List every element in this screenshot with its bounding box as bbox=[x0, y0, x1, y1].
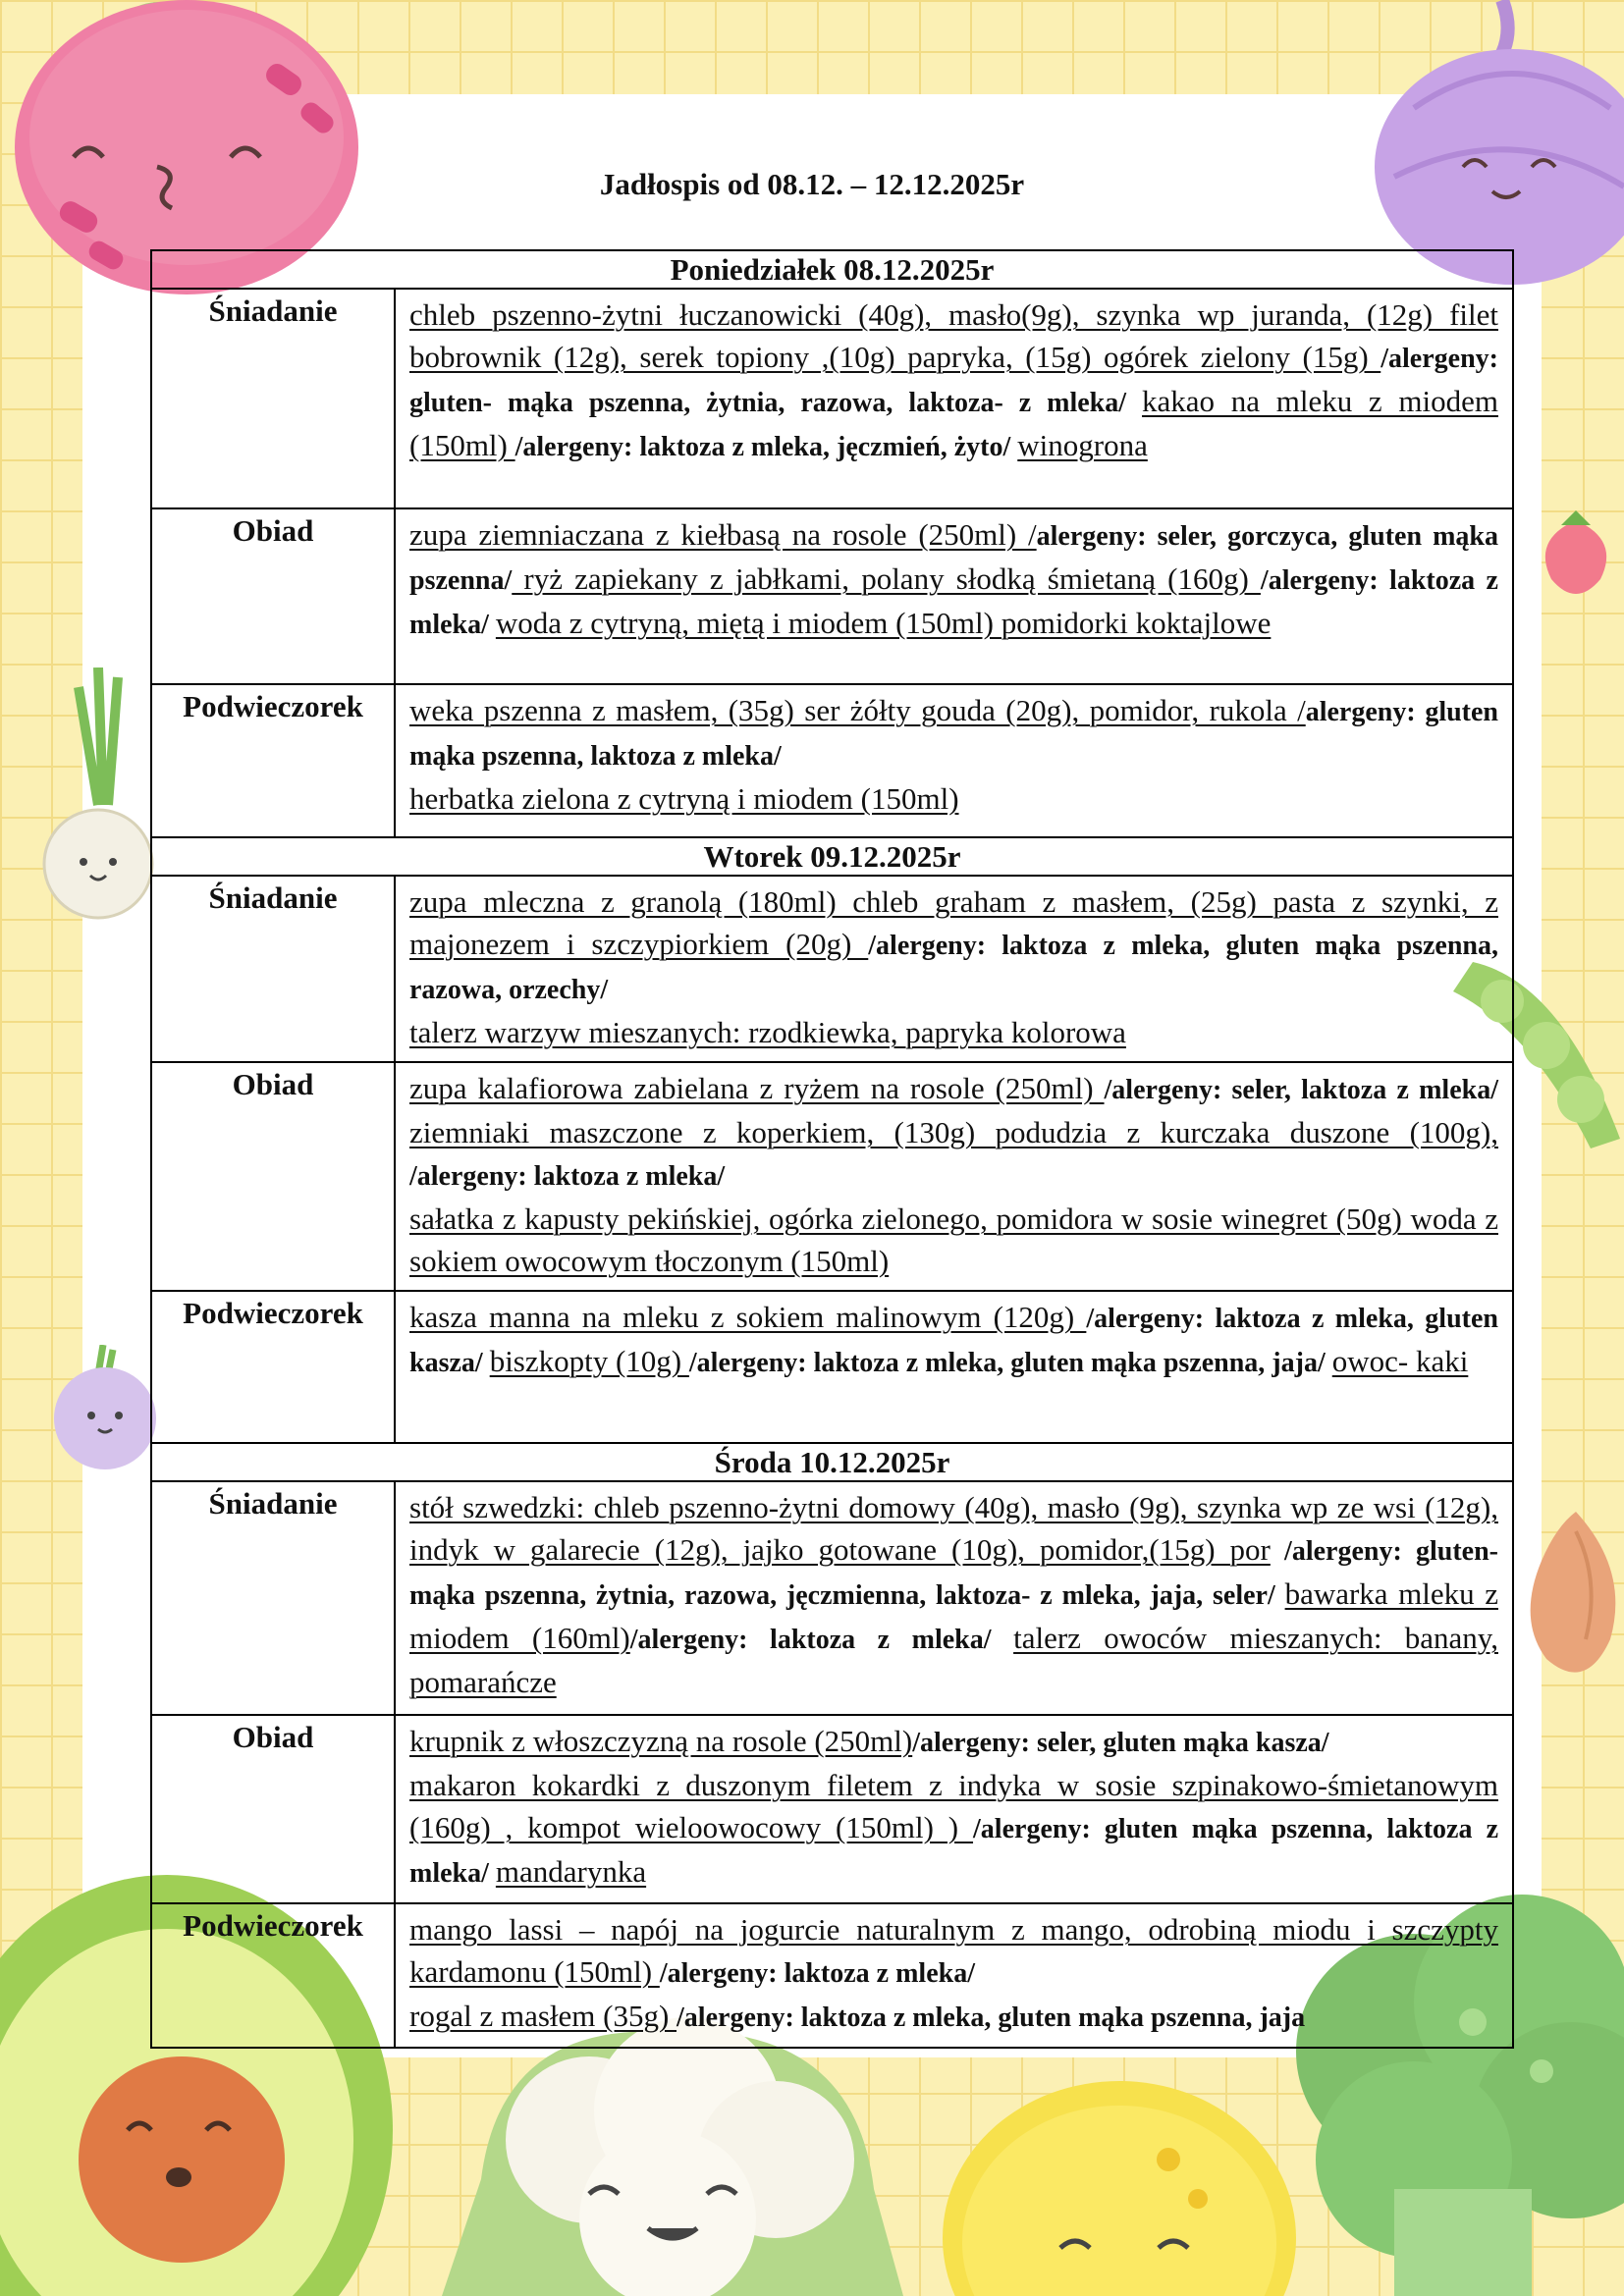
meal-name: Podwieczorek bbox=[151, 1903, 395, 2048]
page-title: Jadłospis od 08.12. – 12.12.2025r bbox=[599, 167, 1025, 201]
allergen-note: /alergeny: laktoza z mleka/ bbox=[629, 1625, 1014, 1655]
dish-text: bawarka mleku z miodem (160ml) bbox=[409, 1576, 1498, 1655]
dish-text: mandarynka bbox=[495, 1854, 647, 1889]
allergen-note: /alergeny: laktoza z mleka/ bbox=[409, 565, 1498, 640]
meal-name: Obiad bbox=[151, 1062, 395, 1291]
meal-row bbox=[151, 508, 1513, 684]
allergen-note: /alergeny: laktoza z mleka, gluten mąka pszenna, jaja/ bbox=[688, 1348, 1332, 1378]
day-header-row bbox=[151, 837, 1513, 876]
meal-content bbox=[395, 1903, 1513, 2048]
day-header-row bbox=[151, 250, 1513, 289]
day-header: Wtorek 09.12.2025r bbox=[151, 837, 1513, 876]
allergen-note: /alergeny: gluten- mąka pszenna, żytnia, razowa, laktoza- z mleka/ bbox=[409, 344, 1498, 418]
dish-text: talerz owoców mieszanych: banany, pomarańcze bbox=[409, 1621, 1498, 1699]
allergen-note: /alergeny: laktoza z mleka/ bbox=[659, 1958, 975, 1989]
meal-row bbox=[151, 1715, 1513, 1903]
dish-text: zupa ziemniaczana z kiełbasą na rosole (250ml) / bbox=[409, 517, 1037, 552]
meal-name: Śniadanie bbox=[151, 289, 395, 508]
allergen-note: /alergeny: gluten mąka pszenna, laktoza z mleka/ bbox=[409, 1814, 1499, 1889]
dish-text: zupa mleczna z granolą (180ml) chleb graham z masłem, (25g) pasta z szynki, z majonezem i szczypiorkiem (20g) bbox=[409, 884, 1498, 961]
dish-text: ziemniaki maszczone z koperkiem, (130g) podudzia z kurczaka duszone (100g), bbox=[409, 1115, 1498, 1149]
meal-name: Śniadanie bbox=[151, 876, 395, 1062]
dish-text: herbatka zielona z cytryną i miodem (150ml) bbox=[409, 781, 959, 816]
menu-table bbox=[150, 249, 1514, 2049]
dish-text: weka pszenna z masłem, (35g) ser żółty gouda (20g), pomidor, rukola / bbox=[409, 693, 1306, 727]
meal-name: Podwieczorek bbox=[151, 684, 395, 837]
dish-text: makaron kokardki z duszonym filetem z indyka w sosie szpinakowo-śmietanowym (160g) , kompot wieloowocowy (150ml) ) bbox=[409, 1768, 1498, 1844]
meal-content bbox=[395, 1715, 1513, 1903]
dish-text: woda z cytryną, miętą i miodem (150ml) pomidorki koktajlowe bbox=[495, 606, 1272, 640]
meal-content bbox=[395, 1062, 1513, 1291]
meal-name: Obiad bbox=[151, 1715, 395, 1903]
almond-illustration bbox=[1517, 1512, 1624, 1688]
meal-content bbox=[395, 508, 1513, 684]
allergen-note: /alergeny: laktoza z mleka, jęczmień, żyto/ bbox=[514, 432, 1018, 462]
allergen-note: /alergeny: laktoza z mleka, gluten mąka pszenna, razowa, orzechy/ bbox=[409, 931, 1498, 1005]
meal-row bbox=[151, 1481, 1513, 1715]
allergen-note: /alergeny: seler, laktoza z mleka/ bbox=[1104, 1075, 1498, 1105]
strawberry-illustration bbox=[1532, 510, 1620, 609]
green-onion-illustration bbox=[20, 667, 167, 923]
dish-text: sałatka z kapusty pekińskiej, ogórka zielonego, pomidora w sosie winegret (50g) woda z sokiem owocowym tłoczonym (150ml) bbox=[409, 1201, 1498, 1278]
day-header: Środa 10.12.2025r bbox=[151, 1443, 1513, 1481]
meal-row bbox=[151, 1291, 1513, 1443]
meal-row bbox=[151, 1903, 1513, 2048]
dish-text: owoc- kaki bbox=[1331, 1344, 1469, 1378]
meal-name: Śniadanie bbox=[151, 1481, 395, 1715]
meal-name: Obiad bbox=[151, 508, 395, 684]
allergen-note: alergeny: gluten mąka pszenna, laktoza z mleka/ bbox=[409, 697, 1498, 772]
meal-content bbox=[395, 1481, 1513, 1715]
day-header: Poniedziałek 08.12.2025r bbox=[151, 250, 1513, 289]
meal-row bbox=[151, 1062, 1513, 1291]
allergen-note: /alergeny: seler, gluten mąka kasza/ bbox=[912, 1728, 1329, 1758]
dish-text: stół szwedzki: chleb pszenno-żytni domowy (40g), masło (9g), szynka wp ze wsi (12g), indyk w galarecie (12g), jajko gotowane (10g), pomidor,(15g) por bbox=[409, 1490, 1498, 1567]
dish-text: winogrona bbox=[1017, 428, 1148, 462]
dish-text: zupa kalafiorowa zabielana z ryżem na rosole (250ml) bbox=[409, 1071, 1105, 1105]
meal-content bbox=[395, 289, 1513, 508]
allergen-note: /alergeny: laktoza z mleka, gluten kasza/ bbox=[409, 1304, 1498, 1378]
dish-text: krupnik z włoszczyzną na rosole (250ml) bbox=[409, 1724, 913, 1758]
meal-row bbox=[151, 684, 1513, 837]
day-header-row bbox=[151, 1443, 1513, 1481]
allergen-note: /alergeny: gluten- mąka pszenna, żytnia, razowa, jęczmienna, laktoza- z mleka, jaja, seler/ bbox=[409, 1536, 1498, 1611]
allergen-note: /alergeny: laktoza z mleka, gluten mąka pszenna, jaja bbox=[677, 2002, 1306, 2033]
allergen-note: alergeny: seler, gorczyca, gluten mąka pszenna/ bbox=[409, 521, 1498, 596]
meal-content bbox=[395, 684, 1513, 837]
dish-text: kakao na mleku z miodem (150ml) bbox=[409, 384, 1498, 462]
meal-row bbox=[151, 876, 1513, 1062]
dish-text: talerz warzyw mieszanych: rzodkiewka, papryka kolorowa bbox=[409, 1015, 1126, 1049]
dish-text: ryż zapiekany z jabłkami, polany słodką śmietaną (160g) bbox=[512, 561, 1261, 596]
dish-text: chleb pszenno-żytni łuczanowicki (40g), masło(9g), szynka wp juranda, (12g) filet bobrownik (12g), serek topiony ,(10g) papryka, (15g) ogórek zielony (15g) bbox=[409, 297, 1498, 374]
meal-row bbox=[151, 289, 1513, 508]
meal-name: Podwieczorek bbox=[151, 1291, 395, 1443]
onion-illustration bbox=[1355, 0, 1624, 285]
allergen-note: /alergeny: laktoza z mleka/ bbox=[409, 1161, 726, 1192]
dish-text: rogal z masłem (35g) bbox=[409, 1999, 677, 2033]
meal-content bbox=[395, 876, 1513, 1062]
dish-text: biszkopty (10g) bbox=[489, 1344, 689, 1378]
meal-content bbox=[395, 1291, 1513, 1443]
dish-text: kasza manna na mleku z sokiem malinowym (120g) bbox=[409, 1300, 1087, 1334]
dish-text: mango lassi – napój na jogurcie naturalnym z mango, odrobiną miodu i szczypty kardamonu (150ml) bbox=[409, 1912, 1498, 1989]
